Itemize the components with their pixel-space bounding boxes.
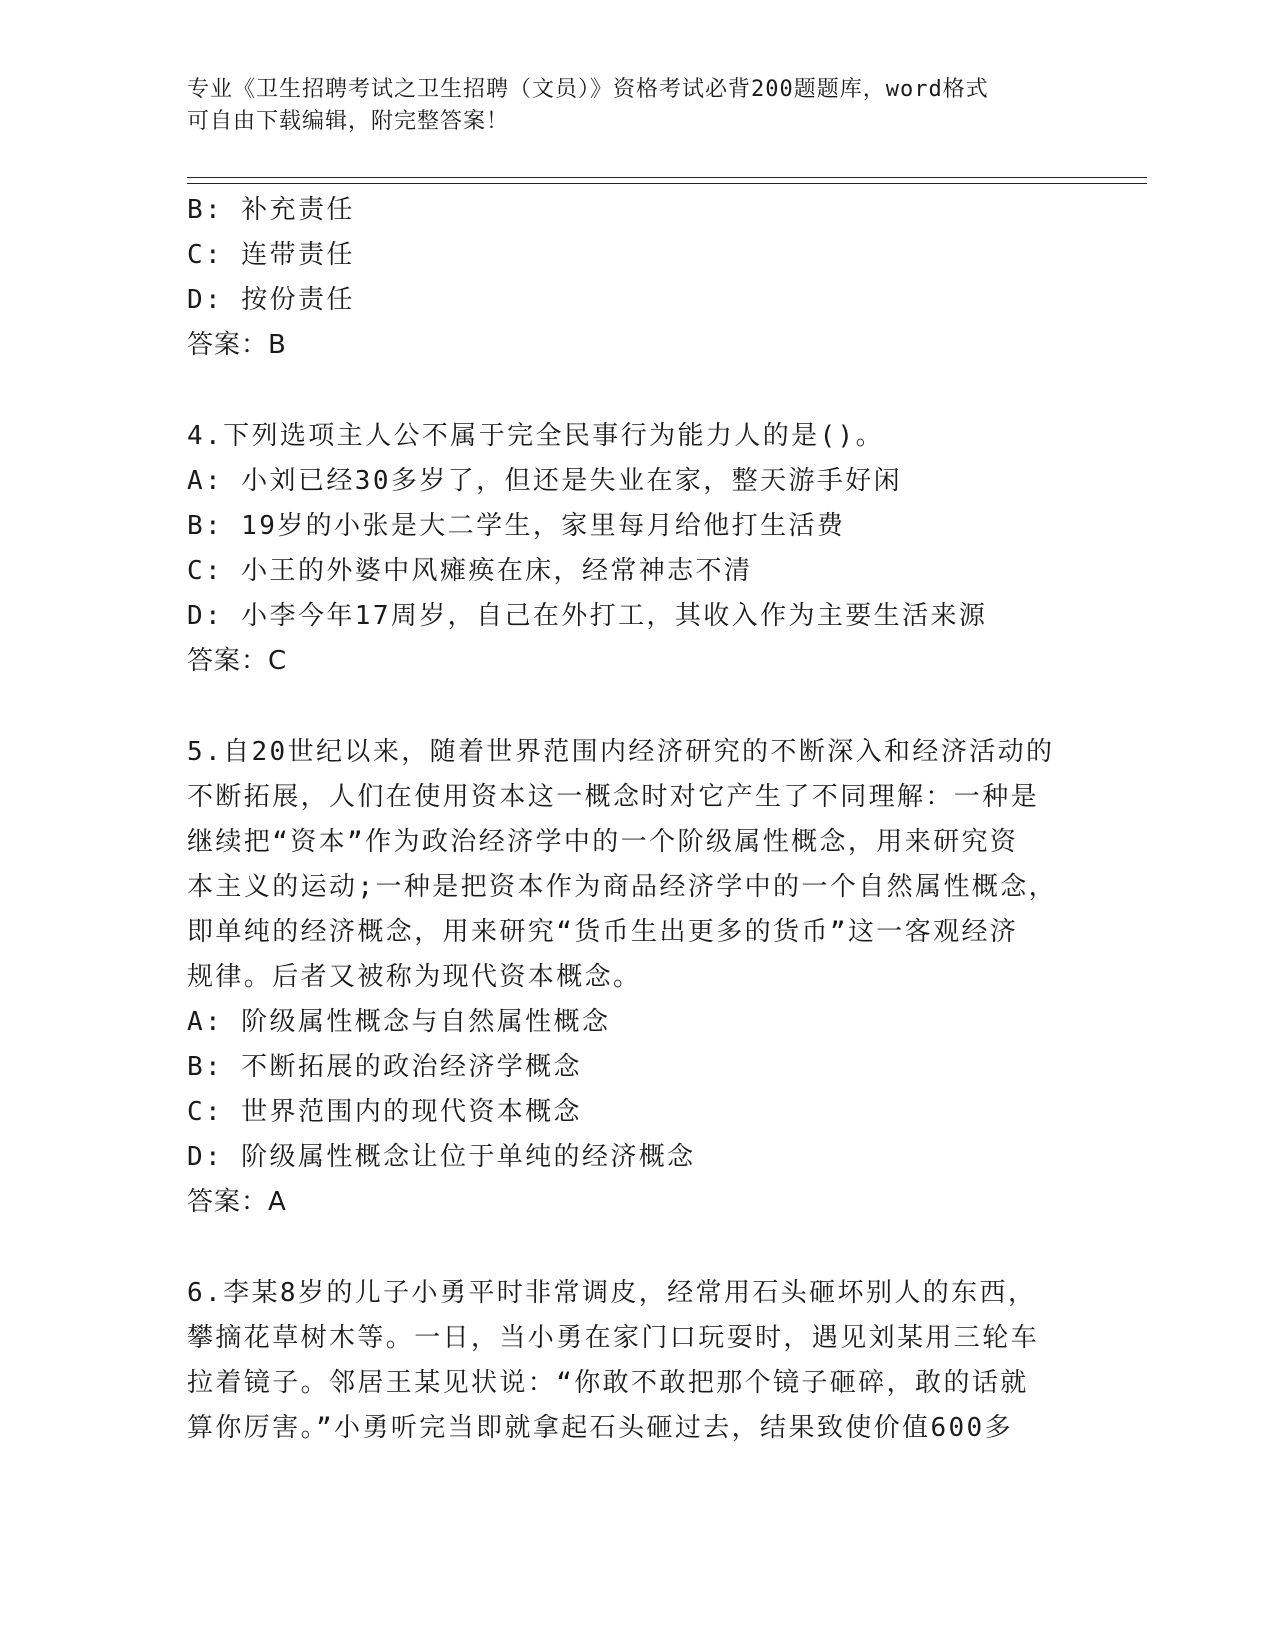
question-stem: 4.下列选项主人公不属于完全民事行为能力人的是()。: [187, 421, 885, 451]
question-4: [187, 414, 1087, 684]
header-line-2: 可自由下载编辑，附完整答案！: [187, 109, 510, 134]
question-stem: 6.李某8岁的儿子小勇平时非常调皮，经常用石头砸坏别人的东西，: [187, 1278, 1037, 1308]
header-divider-top: [187, 177, 1147, 178]
spacer: [187, 1225, 1087, 1271]
header-line-1: 专业《卫生招聘考试之卫生招聘（文员）》资格考试必背200题题库，word格式: [187, 77, 989, 102]
option-a: A: 小刘已经30多岁了，但还是失业在家，整天游手好闲: [187, 466, 903, 496]
question-stem: 规律。后者又被称为现代资本概念。: [187, 962, 642, 992]
spacer: [187, 368, 1087, 414]
question-stem: 5.自20世纪以来，随着世界范围内经济研究的不断深入和经济活动的: [187, 737, 1055, 767]
answer: 答案：A: [187, 1187, 287, 1217]
document-header: [187, 74, 1087, 138]
option-a: A: 阶级属性概念与自然属性概念: [187, 1007, 611, 1037]
option-d: D: 小李今年17周岁，自己在外打工，其收入作为主要生活来源: [187, 601, 988, 631]
question-stem: 即单纯的经济概念，用来研究“货币生出更多的货币”这一客观经济: [187, 917, 1019, 947]
option-d: D: 按份责任: [187, 285, 355, 315]
document-body: [187, 188, 1087, 1451]
question-stem: 算你厉害。”小勇听完当即就拿起石头砸过去，结果致使价值600多: [187, 1413, 1014, 1443]
question-6: [187, 1271, 1087, 1451]
question-3: [187, 188, 1087, 368]
question-stem: 继续把“资本”作为政治经济学中的一个阶级属性概念，用来研究资: [187, 827, 1019, 857]
answer: 答案：B: [187, 330, 287, 360]
question-stem: 拉着镜子。邻居王某见状说：“你敢不敢把那个镜子砸碎，敢的话就: [187, 1368, 1029, 1398]
spacer: [187, 684, 1087, 730]
question-5: [187, 730, 1087, 1225]
option-c: C: 世界范围内的现代资本概念: [187, 1097, 582, 1127]
answer: 答案：C: [187, 646, 288, 676]
option-b: B: 不断拓展的政治经济学概念: [187, 1052, 582, 1082]
question-stem: 本主义的运动;一种是把资本作为商品经济学中的一个自然属性概念，: [187, 872, 1058, 902]
option-c: C: 连带责任: [187, 240, 355, 270]
header-divider-bottom: [187, 183, 1147, 184]
option-b: B: 补充责任: [187, 195, 355, 225]
question-stem: 不断拓展，人们在使用资本这一概念时对它产生了不同理解：一种是: [187, 782, 1040, 812]
option-c: C: 小王的外婆中风瘫痪在床，经常神志不清: [187, 556, 753, 586]
question-stem: 攀摘花草树木等。一日，当小勇在家门口玩耍时，遇见刘某用三轮车: [187, 1323, 1040, 1353]
option-d: D: 阶级属性概念让位于单纯的经济概念: [187, 1142, 696, 1172]
option-b: B: 19岁的小张是大二学生，家里每月给他打生活费: [187, 511, 846, 541]
